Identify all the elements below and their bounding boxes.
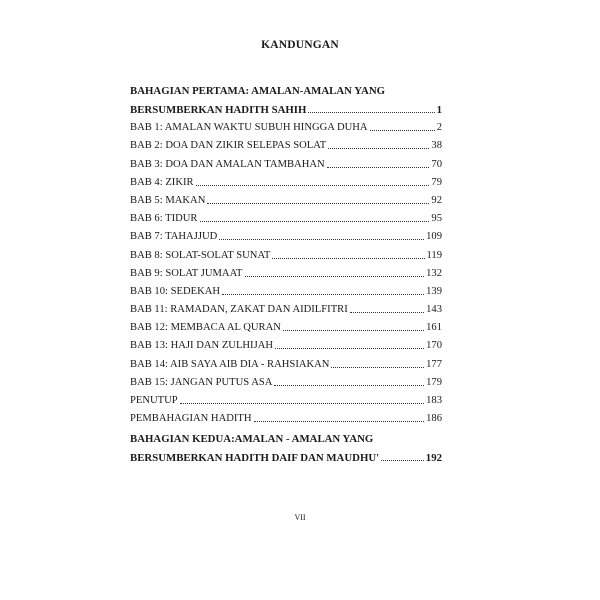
leader-dots [272,258,424,259]
toc-page: 192 [425,452,442,465]
toc-label: BAB 15: JANGAN PUTUS ASA [130,376,273,388]
leader-dots [207,203,429,204]
toc-entry [130,262,442,280]
toc-page: 38 [431,140,442,152]
toc-label: BAB 8: SOLAT-SOLAT SUNAT [130,249,271,261]
leader-dots [283,330,424,331]
toc-label: BAB 14: AIB SAYA AIB DIA - RAHSIAKAN [130,358,330,370]
toc-entry [130,407,442,425]
toc-label: BAB 7: TAHAJJUD [130,231,218,243]
toc-part-heading [130,77,442,97]
toc-entry [130,316,442,334]
leader-dots [331,367,424,368]
toc-page: 170 [426,340,442,352]
toc-page: 92 [431,194,442,206]
toc-entry [130,334,442,352]
leader-dots [245,276,425,277]
toc-page: 119 [426,249,442,261]
toc-label: BERSUMBERKAN HADITH DAIF DAN MAUDHU' [130,452,380,465]
leader-dots [274,385,424,386]
leader-dots [350,312,424,313]
page-number: VII [294,513,306,522]
toc-page: 2 [436,122,442,134]
leader-dots [196,185,430,186]
toc-label: BAB 1: AMALAN WAKTU SUBUH HINGGA DUHA [130,122,368,134]
toc-label: PENUTUP [130,395,178,406]
toc-entry [130,352,442,370]
toc-page: 139 [426,285,442,297]
leader-dots [200,221,430,222]
toc-label: BAB 10: SEDEKAH [130,285,221,297]
toc-page: 79 [431,176,442,188]
toc-part-heading [130,425,442,445]
toc-entry [130,207,442,225]
toc-page: 177 [426,358,442,370]
page-title: KANDUNGAN [261,39,339,51]
toc-page: 1 [436,104,442,116]
leader-dots [327,167,430,168]
toc-page: 183 [426,395,442,406]
toc-label: BAB 6: TIDUR [130,213,198,225]
leader-dots [370,130,435,131]
toc-entry [130,280,442,298]
leader-dots [254,421,425,422]
toc-part-heading [130,445,442,465]
toc-entry [130,225,442,243]
toc-label: BAB 5: MAKAN [130,194,206,206]
toc-label: BAB 13: HAJI DAN ZULHIJAH [130,340,274,352]
toc-page: 95 [431,213,442,225]
toc-page: 70 [431,158,442,170]
toc-label: BERSUMBERKAN HADITH SAHIH [130,104,307,116]
table-of-contents [130,77,442,464]
toc-label: BAHAGIAN PERTAMA: AMALAN-AMALAN YANG [130,84,386,97]
toc-label: PEMBAHAGIAN HADITH [130,413,252,425]
toc-entry [130,389,442,407]
toc-label: BAB 11: RAMADAN, ZAKAT DAN AIDILFITRI [130,304,348,316]
toc-page: 143 [426,304,442,316]
toc-label: BAB 12: MEMBACA AL QURAN [130,322,281,334]
toc-label: BAB 2: DOA DAN ZIKIR SELEPAS SOLAT [130,140,327,152]
leader-dots [381,460,424,461]
toc-entry [130,116,442,134]
toc-label: BAB 3: DOA DAN AMALAN TAMBAHAN [130,158,325,170]
toc-entry [130,171,442,189]
toc-label: BAB 9: SOLAT JUMAAT [130,267,243,279]
toc-entry [130,189,442,207]
toc-part-heading [130,97,442,117]
toc-label: BAHAGIAN KEDUA:AMALAN - AMALAN YANG [130,432,374,445]
leader-dots [219,239,424,240]
leader-dots [308,112,434,113]
toc-page: 186 [426,413,442,425]
leader-dots [180,403,424,404]
toc-entry [130,134,442,152]
leader-dots [222,294,424,295]
toc-entry [130,243,442,261]
toc-entry [130,298,442,316]
leader-dots [275,348,424,349]
toc-entry [130,152,442,170]
toc-page: 161 [426,322,442,334]
toc-label: BAB 4: ZIKIR [130,176,194,188]
toc-entry [130,371,442,389]
toc-page: 109 [426,231,442,243]
toc-page: 132 [426,267,442,279]
leader-dots [328,148,429,149]
toc-page: 179 [426,376,442,388]
